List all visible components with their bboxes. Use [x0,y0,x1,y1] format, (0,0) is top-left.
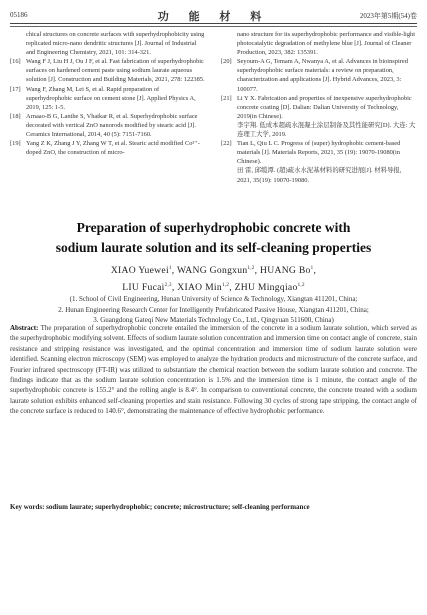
author-name: HUANG Bo [260,265,311,277]
header-rule [10,23,417,24]
abstract-text: The preparation of superhydrophobic concrete entailed the immersion of the concrete in a sodium laurate solution, which served as the superhydrophobic modifying solvent. Effects of sodium laurate solution concentration and immersion time on contact angle of concrete, stain resistance and stripping resistance was investigated, and the optimal concentration and immersion time of sodium laurate solution were identified. Scanning electron microscopy (SEM) was employed to analyze the hydration products and microstructure of the concrete surface, and Fourier infrared spectroscopy (FT-IR) was utilized to substantiate the chemical reaction between the sodium laurate solution and concrete. The findings indicate that as the sodium laurate solution concentration is 1.5% and the immersion time is 1 minute, the contact angle of the superhydrophobic concrete is 155.2° and the rolling angle is 8.4°. In comparison to conventional concrete, the concrete treated with a sodium laurate solution exhibits enhanced self-cleaning properties and stain resistance. Following 30 cycles of strong tape stripping, the contact angle of the concrete surface is reduced to 140.6°, demonstrating the maintenance of effective hydrophobic performance. [10,324,418,416]
reference-number: [18] [10,112,21,120]
author-affil-mark: 1 [168,266,172,271]
reference-text: Li Y X. Fabrication and properties of inexpensive superhydrophobic concrete coating [D]. Dalian: Dalian University of Technology, 2019(in Chinese). [237,94,412,120]
author-name: WANG Gongxun [176,265,248,277]
reference-entry [10,139,206,157]
references-left-column [10,30,206,157]
author-affil-mark: 1,2 [247,266,255,271]
author-name: LIU Fucai [122,282,165,294]
keywords-text: sodium laurate; superhydrophobic; concrete; microstructure; self-cleaning performance [46,503,310,511]
reference-text: Arnaao-B G, Lanthe S, Vhatkar R, et al. Superhydrophobic surface decorated with vertical ZnO nanorods modified by stearic acid [J]. Ceramics International, 2014, 40 (5): 7151-7160. [26,112,198,139]
paper-title [0,218,427,258]
reference-entry [221,139,417,166]
keywords [10,502,417,512]
reference-entry [221,57,417,93]
reference-entry [10,85,206,112]
references-section [10,30,417,230]
reference-text: chical structures on concrete surfaces with superhydrophobicity using replicated micro-nano dendritic structures [J]. Journal of Industrial and Engineering Chemistry, 2021, 101: 314-321. [26,31,205,57]
reference-text: nano structure for its superhydrophobic performance and visible-light photocatalytic degradation of methylene blue [J]. Journal of Cleaner Production, 2023, 382: 135391. [237,31,415,57]
reference-text: Seyoum-A G, Temam A, Nwanya A, et al. Advances in bioinspired superhydrophobic surface materials: a review on preparation, characterization and applications [J]. Hybrid Advances, 2023, 3: 100077. [237,58,408,93]
abstract [10,323,417,417]
affiliation-line: 2. Hunan Engineering Research Center for Intelligently Prefabricated Passive House, Xiangtan 411201, China; [58,305,369,314]
page-number: 05186 [10,11,28,19]
reference-text: 田 雷, 邱缆潭. (超)疏水水泥基材料的研究进展[J]. 材料导报, 2021, 35(19): 19070-19080. [237,167,402,184]
authors-line-2: LIU Fucai$^{2,3}$, XIAO Min$^{1,2}$, ZHU Mingqiao$^{1,2}$ [122,282,305,294]
title-line-1: Preparation of superhydrophobic concrete with [76,220,351,235]
reference-number: [20] [221,58,232,66]
reference-number: [16] [10,58,21,66]
reference-entry [221,94,417,121]
abstract-label: Abstract: [10,324,39,332]
reference-number: [22] [221,140,232,148]
reference-entry [10,57,206,84]
issue-info: 2023年第5期(54)卷 [359,12,417,20]
reference-number: [21] [221,94,232,102]
reference-entry [221,121,417,139]
references-right-column [221,30,417,185]
reference-number: [17] [10,85,21,93]
author-list [0,261,427,295]
reference-text: Wang F J, Liu H J, Ou J F, et al. Fast fabrication of superhydrophobic surfaces on hardened cement paste using sodium laurate aqueous solution [J]. Construction and Building Materials, 2021, 278: 122385. [26,58,205,84]
affiliation-line: (1. School of Civil Engineering, Hunan University of Science & Technology, Xiangtan 411201, China; [69,295,358,303]
reference-text: Yang Z K, Zhang J Y, Zhang W T, et al. Stearic acid modified Co³⁺-doped ZnO, the construction of micro- [26,140,200,157]
reference-entry [221,30,417,57]
keywords-label: Key words: [10,503,45,511]
header-rule-thin [10,26,417,27]
reference-entry [10,30,206,57]
reference-text: Wang F, Zhang M, Lei S, et al. Rapid preparation of superhydrophobic surface on cement stone [J]. Applied Physics A, 2019, 125: 1-5. [26,85,196,111]
author-name: XIAO Yuewei [110,265,169,277]
author-name: XIAO Min [177,282,222,294]
title-line-2: sodium laurate solution and its self-cleaning properties [55,240,372,255]
author-name: ZHU Mingqiao [234,282,298,294]
reference-text: Tian L, Qiu L C. Progress of (super) hydrophobic cement-based materials [J]. Materials Reports, 2021, 35 (19): 19070-19080(in Chinese). [237,140,401,166]
affiliation-line: 3. Guangdong Gateqi New Materials Technology Co., Ltd., Qingyuan 511600, China) [93,316,334,325]
author-affil-mark: 1,2 [222,283,230,289]
author-affil-mark: 2,3 [164,283,172,289]
reference-entry [221,166,417,184]
authors-line-1: XIAO Yuewei$^1$, WANG Gongxun$^{1,2}$, HUANG Bo$^1$, [110,265,317,277]
journal-title: 功 能 材 料 [157,10,270,23]
affiliations [14,294,413,326]
running-header [10,8,417,22]
reference-number: [19] [10,140,21,148]
reference-entry [10,112,206,139]
reference-text: 李宇翔. 低成本超疏水混凝土涂层制备及其性能研究[D]. 大连: 大连理工大学, 2019. [237,121,416,139]
author-affil-mark: 1 [310,266,314,271]
author-affil-mark: 1,2 [297,283,305,289]
